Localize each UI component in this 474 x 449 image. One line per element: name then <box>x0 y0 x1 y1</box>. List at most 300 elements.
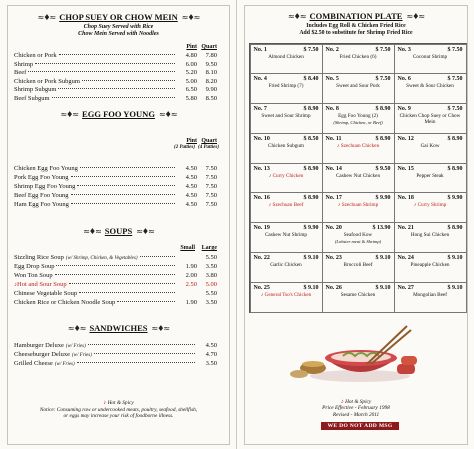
price-small: 5.80 <box>185 94 197 102</box>
egg-foo-young-title: EGG FOO YOUNG <box>82 109 155 119</box>
combo-name <box>398 262 463 268</box>
revised-date: Revised - March 2011 <box>332 411 380 418</box>
combo-number: No. 9 <box>397 106 411 113</box>
combo-name-text: Sweet and Sour Shrimp <box>261 113 311 120</box>
dragon-ornament-icon: ≈♦≈ <box>67 323 86 333</box>
combo-name <box>254 143 319 149</box>
combo-cell <box>250 222 323 253</box>
chop-suey-columns: Pint Quart <box>186 44 217 50</box>
combo-name-text: Szechuan Shrimp <box>341 202 379 209</box>
price-small: 1.90 <box>185 263 197 270</box>
soups-columns: Small Large <box>180 245 217 251</box>
dot-leader <box>94 353 195 354</box>
dragon-ornament-icon: ≈♦≈ <box>406 11 425 21</box>
item-name: Won Ton Soup <box>14 272 53 279</box>
combination-grid <box>249 43 467 313</box>
combo-number: No. 22 <box>253 254 270 261</box>
combo-number: No. 3 <box>397 46 411 53</box>
dot-leader <box>59 54 175 55</box>
combo-name-text: Szechuan Chicken <box>340 142 380 149</box>
combo-cell <box>394 103 467 134</box>
chili-pepper-icon: ♪ <box>260 291 265 298</box>
dot-leader <box>77 185 175 186</box>
chop-suey-subtitle: Chop Suey Served with Rice Chow Mein Served with Noodles <box>78 24 159 37</box>
no-msg-banner: WE DO NOT ADD MSG <box>321 422 399 430</box>
combo-name-text: Broccoli Beef <box>343 261 373 268</box>
price-large: 5.50 <box>205 290 217 297</box>
price-large: 7.50 <box>205 174 217 181</box>
hot-spicy-legend: Hot & Spicy <box>345 399 372 405</box>
combo-header <box>254 166 319 172</box>
price-large: 3.80 <box>205 272 217 279</box>
combo-header <box>254 285 319 291</box>
dragon-ornament-icon: ≈♦≈ <box>181 12 200 22</box>
chili-pepper-icon: ♪ <box>337 202 342 209</box>
combo-header <box>254 195 319 201</box>
combo-number: No. 8 <box>325 106 339 113</box>
dragon-ornament-icon: ≈♦≈ <box>83 226 101 236</box>
combo-note: (Shrimp, Chicken, or Beef) <box>333 120 383 126</box>
chop-suey-header <box>8 12 229 22</box>
item-name: Grilled Cheese <box>14 360 53 367</box>
egg-foo-young-item <box>14 201 217 209</box>
price-small: 2.00 <box>185 272 197 279</box>
combo-cell <box>322 252 395 283</box>
combo-name-text: Almond Chicken <box>268 53 304 60</box>
combo-name <box>326 83 391 89</box>
price-small: 6.50 <box>185 86 197 93</box>
left-page-border <box>7 5 230 445</box>
price-small: 5.00 <box>185 77 197 85</box>
price-large: 8.10 <box>205 69 217 76</box>
egg-foo-young-columns: Pint Quart <box>186 138 217 144</box>
price-large: 9.90 <box>205 86 217 93</box>
combo-name <box>254 202 319 208</box>
dot-leader <box>88 344 195 345</box>
combo-cell <box>250 282 323 313</box>
chop-suey-item <box>14 69 217 77</box>
combo-number: No. 16 <box>253 195 270 202</box>
dragon-ornament-icon: ≈♦≈ <box>158 109 177 119</box>
item-name: Chinese Vegetable Soup <box>14 290 78 297</box>
soup-item <box>14 281 217 289</box>
combo-name <box>254 232 319 238</box>
combination-subtitle: Includes Egg Roll & Chicken Fried Rice Add $2.50 to substitute for Shrimp Fried Rice <box>299 23 413 36</box>
combo-cell <box>394 252 467 283</box>
price-large: 8.50 <box>205 94 217 102</box>
combo-number: No. 13 <box>253 165 270 172</box>
combo-name-text: Fried Shrimp (7) <box>268 83 304 90</box>
combo-number: No. 23 <box>325 254 342 261</box>
combo-name-text: Egg Foo Young (2) <box>338 113 378 120</box>
combo-name-text: General Tso's Chicken <box>264 291 312 298</box>
price-effective: Price Effective - February 1998 <box>322 405 390 412</box>
combo-price: $ 9.10 <box>303 254 319 261</box>
combo-name <box>398 202 463 208</box>
combo-header <box>326 195 391 201</box>
food-notice: Notice: Consuming raw or undercooked meats, poultry, seafood, shellfish, <box>39 406 198 413</box>
combo-number: No. 7 <box>253 106 267 113</box>
combo-price: $ 7.50 <box>303 46 319 53</box>
dot-leader <box>58 88 175 89</box>
egg-foo-young-item <box>14 183 217 191</box>
dot-leader <box>71 176 175 177</box>
combo-number: No. 25 <box>253 284 270 291</box>
item-name: Hamburger Deluxe <box>14 342 64 349</box>
price-large: 8.20 <box>205 77 217 85</box>
combo-name <box>398 232 463 238</box>
dot-leader <box>79 292 175 293</box>
combo-price: $ 8.90 <box>447 225 463 232</box>
combo-name <box>326 262 391 268</box>
combo-name <box>326 173 391 179</box>
right-footer <box>245 399 467 418</box>
combo-price: $ 9.10 <box>303 284 319 291</box>
combo-price: $ 8.90 <box>375 106 391 113</box>
combo-number: No. 24 <box>397 254 414 261</box>
dragon-ornament-icon: ≈♦≈ <box>60 109 79 119</box>
combo-price: $ 7.50 <box>447 76 463 83</box>
combo-cell <box>394 222 467 253</box>
combo-price: $ 9.10 <box>375 254 391 261</box>
chop-suey-item <box>14 52 217 60</box>
dragon-ornament-icon: ≈♦≈ <box>136 226 154 236</box>
combo-header <box>326 225 391 231</box>
price-large: 7.50 <box>205 183 217 190</box>
combo-number: No. 12 <box>397 135 414 142</box>
dot-leader <box>71 194 175 195</box>
combo-price: $ 9.90 <box>375 195 391 202</box>
soups-header <box>8 226 229 236</box>
combo-number: No. 4 <box>253 76 267 83</box>
item-note: (w/ Fries) <box>65 344 86 349</box>
dot-leader <box>140 256 176 257</box>
combo-cell <box>322 44 395 75</box>
combo-price: $ 7.50 <box>447 46 463 53</box>
egg-foo-young-header <box>8 109 229 119</box>
combo-header <box>398 76 463 82</box>
price-large: 7.50 <box>205 201 217 208</box>
combo-header <box>254 136 319 142</box>
chop-suey-item <box>14 86 217 94</box>
combo-header <box>398 285 463 291</box>
combo-price: $ 9.10 <box>375 284 391 291</box>
chili-pepper-icon: ♪ <box>413 202 418 209</box>
combo-cell <box>322 163 395 194</box>
price-large: 7.50 <box>205 192 217 199</box>
combo-name-text: Hong Sui Chicken <box>410 232 450 239</box>
combo-name-text: Chicken Subgum <box>268 142 304 149</box>
combo-name <box>398 54 463 60</box>
combination-header <box>245 11 467 21</box>
soup-item <box>14 299 217 307</box>
combo-header <box>326 255 391 261</box>
item-name: Beef <box>14 69 27 76</box>
combo-number: No. 5 <box>325 76 339 83</box>
price-small: 4.80 <box>185 52 197 59</box>
combo-name <box>398 292 463 298</box>
combo-header <box>254 106 319 112</box>
item-name: Chicken Rice or Chicken Noodle Soup <box>14 299 116 306</box>
combo-name <box>254 83 319 89</box>
soups-title: SOUPS <box>104 226 133 236</box>
soup-item <box>14 254 217 263</box>
item-name: Egg Drop Soup <box>14 263 55 270</box>
price-large: 7.50 <box>205 165 217 172</box>
combo-number: No. 14 <box>325 165 342 172</box>
combo-cell <box>394 44 467 75</box>
combo-name-text: Garlic Chicken <box>270 261 302 268</box>
dot-leader <box>77 362 195 363</box>
price-small: 4.50 <box>185 174 197 181</box>
food-notice-2: or eggs may increase your risk of foodborne illness. <box>63 412 174 419</box>
combo-name-text: Curry Shrimp <box>417 202 447 209</box>
combo-price: $ 9.90 <box>303 225 319 232</box>
egg-foo-young-item <box>14 192 217 200</box>
combo-header <box>254 225 319 231</box>
combo-price: $ 9.10 <box>447 254 463 261</box>
combo-cell <box>250 44 323 75</box>
price-large: 7.80 <box>205 52 217 59</box>
price-small: 4.50 <box>185 201 197 208</box>
price-large: 5.00 <box>205 281 217 288</box>
chili-pepper-icon: ♪ <box>336 142 341 149</box>
price-small: 6.00 <box>185 60 197 68</box>
combo-cell <box>394 192 467 223</box>
egg-foo-young-item <box>14 174 217 182</box>
combo-cell <box>322 73 395 104</box>
price-large: 4.50 <box>205 342 217 349</box>
combo-cell <box>250 133 323 164</box>
combo-name-text: Szechuan Beef <box>272 202 304 209</box>
combo-price: $ 8.90 <box>447 135 463 142</box>
combo-cell <box>322 282 395 313</box>
combo-price: $ 8.90 <box>303 195 319 202</box>
chili-pepper-icon: ♪ <box>14 282 17 288</box>
combo-name <box>254 54 319 60</box>
combo-header <box>398 195 463 201</box>
combo-note: (Lobster meat & Shrimp) <box>334 239 382 245</box>
combo-header <box>254 47 319 53</box>
combo-number: No. 26 <box>325 284 342 291</box>
chili-pepper-icon: ♪ <box>268 202 273 209</box>
chop-suey-title: CHOP SUEY OR CHOW MEIN <box>59 12 178 22</box>
dragon-ornament-icon: ≈♦≈ <box>37 12 56 22</box>
combo-price: $ 13.90 <box>372 225 391 232</box>
right-menu-page <box>237 0 474 449</box>
combo-price: $ 8.50 <box>303 135 319 142</box>
item-name: Beef Egg Foo Young <box>14 192 69 199</box>
price-large: 9.50 <box>205 60 217 68</box>
chili-pepper-icon: ♪ <box>103 400 107 407</box>
combo-name-text: Gai Kow <box>420 142 440 149</box>
combo-cell <box>394 133 467 164</box>
combo-header <box>326 136 391 142</box>
combo-cell <box>250 192 323 223</box>
combo-number: No. 11 <box>325 135 342 142</box>
combo-number: No. 2 <box>325 46 339 53</box>
combo-cell <box>322 192 395 223</box>
dot-leader <box>117 301 175 302</box>
combo-header <box>254 76 319 82</box>
combo-name <box>398 83 463 89</box>
chili-pepper-icon: ♪ <box>340 399 344 405</box>
dot-leader <box>52 97 175 98</box>
price-large: 3.50 <box>205 299 217 306</box>
combo-number: No. 18 <box>397 195 414 202</box>
combo-name-text: Pineapple Chicken <box>410 261 450 268</box>
dot-leader <box>55 274 175 275</box>
combo-price: $ 8.90 <box>375 135 391 142</box>
sandwiches-header <box>8 323 229 333</box>
item-name: Pork Egg Foo Young <box>14 174 69 181</box>
right-page-border <box>244 5 468 445</box>
combo-header <box>398 106 463 112</box>
combo-price: $ 7.50 <box>375 46 391 53</box>
item-name: Beef Subgum <box>14 94 50 102</box>
combo-name-text: Sweet & Sour Chicken <box>406 83 454 90</box>
chili-pepper-icon: ♪ <box>268 172 273 179</box>
dot-leader <box>28 71 175 72</box>
dot-leader <box>71 203 175 204</box>
dot-leader <box>35 63 175 64</box>
item-name: Chicken or Pork Subgum <box>14 77 80 85</box>
combo-name <box>326 54 391 60</box>
price-small: 4.50 <box>185 192 197 199</box>
combo-name-text: Fried Chicken (6) <box>339 53 377 60</box>
combo-price: $ 8.40 <box>303 76 319 83</box>
combo-cell <box>322 133 395 164</box>
combo-name-text: Sweet and Sour Pork <box>336 83 380 90</box>
price-large: 4.70 <box>205 351 217 358</box>
sandwich-item <box>14 360 217 369</box>
combo-name <box>326 113 391 119</box>
combo-number: No. 10 <box>253 135 270 142</box>
item-note: (w/ Fries) <box>72 353 92 358</box>
price-large: 3.50 <box>205 263 217 270</box>
soup-item <box>14 290 217 298</box>
combo-name-text: Curry Chicken <box>272 172 304 179</box>
combo-name-text: Chicken Chop Suey or Chow Mein <box>399 113 461 126</box>
combination-title: COMBINATION PLATE <box>309 11 403 21</box>
price-small: 4.50 <box>185 183 197 190</box>
combo-header <box>326 47 391 53</box>
combo-header <box>254 255 319 261</box>
combo-name <box>326 143 391 149</box>
chop-suey-item <box>14 78 217 86</box>
combo-header <box>398 166 463 172</box>
egg-foo-young-item <box>14 165 217 173</box>
combo-name <box>398 143 463 149</box>
dragon-ornament-icon: ≈♦≈ <box>151 323 170 333</box>
combo-header <box>398 225 463 231</box>
combo-number: No. 27 <box>397 284 414 291</box>
combo-price: $ 9.10 <box>447 284 463 291</box>
combo-cell <box>394 73 467 104</box>
chop-suey-item <box>14 61 217 69</box>
combo-header <box>398 47 463 53</box>
item-note: (w/ Fries) <box>54 362 75 367</box>
combo-price: $ 8.90 <box>303 106 319 113</box>
sandwiches-title: SANDWICHES <box>89 323 148 333</box>
sandwich-item <box>14 351 217 360</box>
combo-header <box>398 255 463 261</box>
combo-name <box>254 262 319 268</box>
combo-price: $ 8.90 <box>303 165 319 172</box>
combo-name-text: Mongolian Beef <box>413 291 447 298</box>
price-small: 2.50 <box>185 281 197 288</box>
combo-cell <box>322 222 395 253</box>
combo-header <box>398 136 463 142</box>
item-name: Shrimp <box>14 60 34 68</box>
price-large: 5.50 <box>205 254 217 261</box>
combo-cell <box>250 252 323 283</box>
combo-number: No. 15 <box>397 165 414 172</box>
combo-price: $ 9.90 <box>447 195 463 202</box>
sandwich-item <box>14 342 217 351</box>
combo-name <box>326 232 391 238</box>
price-large: 3.50 <box>205 360 217 367</box>
food-bowl-illustration <box>285 324 425 386</box>
dot-leader <box>69 283 175 284</box>
combo-name-text: Cashew Nut Chicken <box>335 172 381 179</box>
combo-cell <box>250 163 323 194</box>
item-name: Shrimp Subgum <box>14 86 57 93</box>
dot-leader <box>82 80 175 81</box>
combo-cell <box>394 282 467 313</box>
egg-foo-young-patties: (2 Patties) (4 Patties) <box>174 145 219 150</box>
combo-name-text: Cashew Nut Shrimp <box>264 232 308 239</box>
item-name: Shrimp Egg Foo Young <box>14 183 76 190</box>
combo-header <box>326 106 391 112</box>
combo-cell <box>394 163 467 194</box>
price-small: 5.20 <box>185 69 197 76</box>
item-name: Ham Egg Foo Young <box>14 201 69 208</box>
combo-name <box>254 173 319 179</box>
soup-item <box>14 263 217 271</box>
combo-price: $ 7.50 <box>447 106 463 113</box>
combo-price: $ 9.50 <box>375 165 391 172</box>
combo-cell <box>250 103 323 134</box>
combo-price: $ 8.90 <box>447 165 463 172</box>
combo-name <box>398 173 463 179</box>
combo-name-text: Seafood Kow <box>343 232 373 239</box>
combo-header <box>326 166 391 172</box>
item-note: (w/ Shrimp, Chicken, & Vegetables) <box>65 256 138 261</box>
combo-price: $ 7.50 <box>375 76 391 83</box>
dot-leader <box>80 167 175 168</box>
combo-header <box>326 76 391 82</box>
item-name: Cheeseburger Deluxe <box>14 351 71 358</box>
combo-name <box>326 202 391 208</box>
combo-name <box>326 292 391 298</box>
combo-cell <box>250 73 323 104</box>
hot-spicy-legend: Hot & Spicy <box>107 400 134 407</box>
combo-number: No. 17 <box>325 195 342 202</box>
item-name: Chicken Egg Foo Young <box>14 165 78 172</box>
combo-name-text: Sesame Chicken <box>340 291 376 298</box>
item-name: Chicken or Pork <box>14 52 57 59</box>
combo-name-text: Coconut Shrimp <box>412 53 448 60</box>
combo-cell <box>322 103 395 134</box>
soup-item <box>14 272 217 280</box>
combo-name <box>254 113 319 119</box>
item-name: Sizzling Rice Soup <box>14 254 64 261</box>
combo-number: No. 21 <box>397 225 414 232</box>
combo-number: No. 20 <box>325 225 342 232</box>
price-small: 4.50 <box>185 165 197 172</box>
combo-header <box>326 285 391 291</box>
